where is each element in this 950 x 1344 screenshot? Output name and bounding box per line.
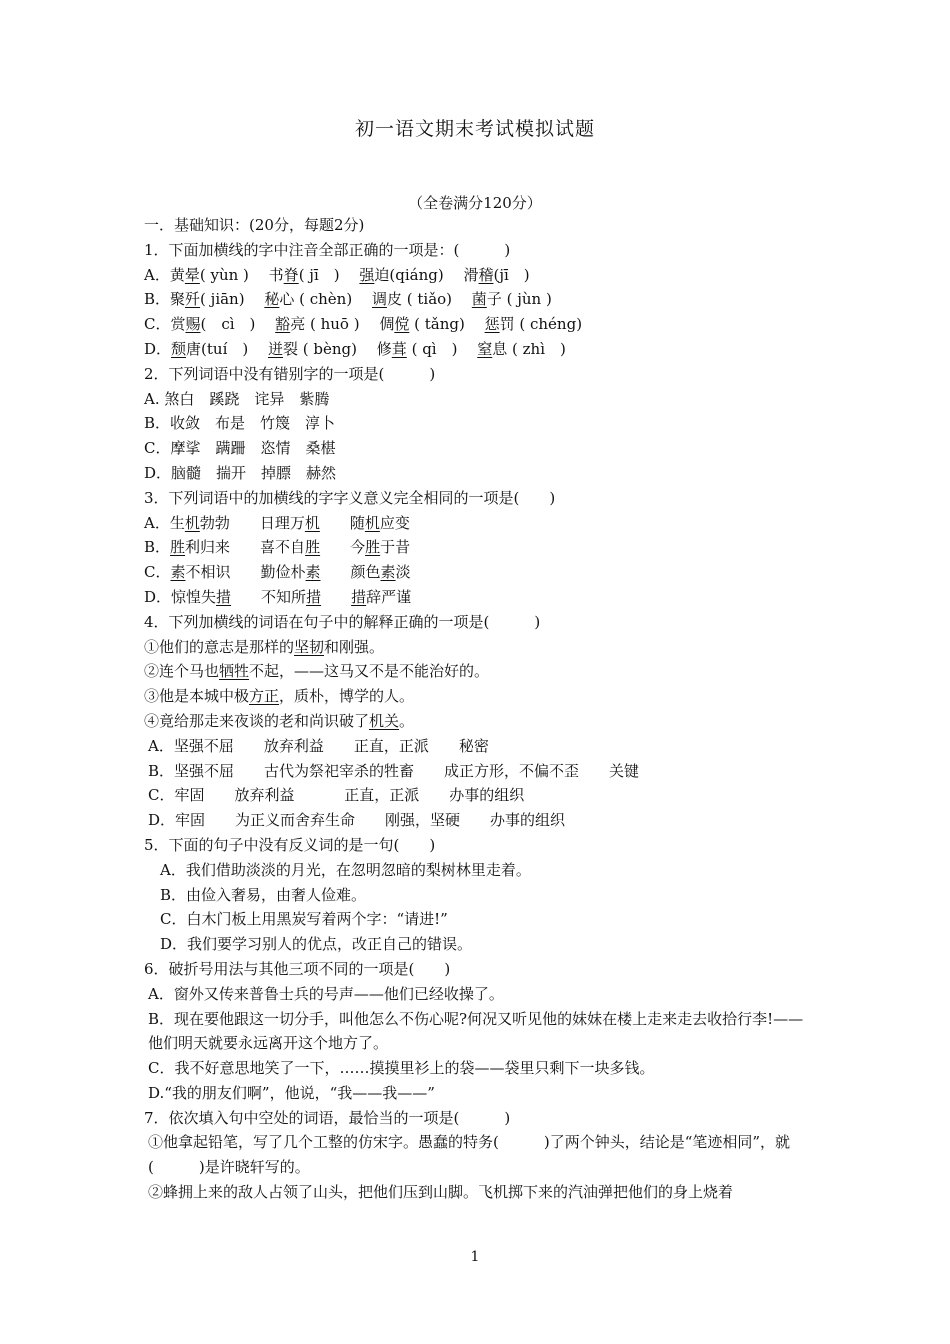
underlined-text: 措 (306, 587, 322, 606)
text-segment: 不相识 勤俭朴 (185, 563, 306, 582)
text-line (144, 238, 810, 263)
text-line (144, 932, 810, 957)
text-segment: 迫(qiáng) 滑 (374, 265, 479, 284)
text-segment: A．坚强不屈 放弃利益 正直，正派 秘密 (148, 736, 489, 755)
text-segment: ( qì ) (406, 339, 478, 358)
text-segment: D．脑髓 揣开 掉膘 赫然 (144, 463, 337, 482)
underlined-text: 傥 (394, 315, 410, 334)
text-line (144, 312, 810, 337)
text-segment: C．我不好意思地笑了一下，……摸摸里衫上的袋——袋里只剩下一块多钱。 (148, 1059, 655, 1078)
text-segment: ( cì ) (200, 315, 276, 334)
text-segment: D．惊惶失 (144, 587, 217, 606)
text-segment: 勃勃 日理万 (199, 513, 305, 532)
text-line (144, 982, 810, 1007)
text-segment: ，质朴，博学的人。 (279, 687, 415, 706)
text-segment: B．坚强不屈 古代为祭祀宰杀的牲畜 成正方形，不偏不歪 关键 (148, 761, 640, 780)
text-segment: B．聚 (144, 290, 186, 309)
underlined-text: 迸 (268, 339, 284, 358)
text-segment: 7．依次填入句中空处的词语，最恰当的一项是( ) (144, 1108, 511, 1127)
text-segment: 一．基础知识：(20分，每题2分) (144, 216, 365, 234)
underlined-text: 措 (351, 587, 367, 606)
text-segment: A．窗外又传来普鲁士兵的号声——他们已经收操了。 (148, 984, 504, 1003)
text-line (144, 957, 810, 982)
text-line (144, 511, 810, 536)
document-title: 初一语文期末考试模拟试题 (354, 118, 595, 140)
text-segment: 1．下面加横线的字中注音全部正确的一项是：( ) (144, 240, 511, 259)
text-segment: (jī ) (493, 265, 530, 284)
text-segment: 2．下列词语中没有错别字的一项是( ) (144, 364, 436, 383)
text-line (144, 808, 810, 833)
text-line (144, 1007, 810, 1057)
text-segment: 不知所 (231, 587, 307, 606)
text-line (144, 883, 810, 908)
text-segment: 唐(tuí ) (186, 339, 269, 358)
text-segment: D．我们要学习别人的优点，改正自己的错误。 (160, 935, 473, 954)
underlined-text: 机关 (369, 711, 400, 730)
text-segment: C．摩挲 蹒跚 恣情 桑椹 (144, 439, 336, 458)
text-segment: 颜色 (320, 563, 381, 582)
text-segment: 淡 (395, 563, 411, 582)
underlined-text: 机 (364, 513, 380, 532)
underlined-text: 调 (371, 290, 387, 309)
text-line (144, 1056, 810, 1081)
text-segment: 裂 ( bèng) 修 (283, 339, 392, 358)
text-segment: C．牢固 放弃利益 正直，正派 办事的组织 (148, 786, 525, 805)
text-line (144, 486, 810, 511)
underlined-text: 稽 (478, 265, 494, 284)
underlined-text: 豁 (275, 315, 291, 334)
underlined-text: 胜 (170, 538, 186, 557)
text-line (144, 734, 810, 759)
text-segment: ②蜂拥上来的敌人占领了山头，把他们压到山脚。飞机掷下来的汽油弹把他们的身上烧着 (148, 1183, 734, 1202)
text-line (144, 709, 810, 734)
text-segment: 今 (320, 538, 366, 557)
text-segment: ①他们的意志是那样的 (144, 637, 295, 656)
text-line (144, 560, 810, 585)
page-number: 1 (470, 1249, 480, 1265)
text-segment: A. 煞白 蹊跷 诧异 紫腾 (144, 389, 330, 408)
underlined-text: 素 (380, 563, 396, 582)
text-segment: 不起，——这马又不是不能治好的。 (249, 662, 490, 681)
text-segment: 应变 (379, 513, 410, 532)
text-segment: 于昔 (380, 538, 411, 557)
text-line (144, 535, 810, 560)
text-segment: C．赏 (144, 315, 186, 334)
underlined-text: 菌 (471, 290, 487, 309)
text-line (144, 287, 810, 312)
text-segment: 亮 ( huō ) 倜 (290, 315, 395, 334)
underlined-text: 赐 (185, 315, 201, 334)
text-segment: B．现在要他跟这一切分手，叫他怎么不伤心呢?何况又听见他的妹妹在楼上走来走去收拾行李!——他们明天就要永远离开这个地方了。 (148, 1009, 804, 1053)
text-line (144, 387, 810, 412)
underlined-text: 措 (216, 587, 232, 606)
text-segment: 和刚强。 (324, 637, 385, 656)
text-line (144, 337, 810, 362)
text-segment: ( jī ) (298, 265, 360, 284)
text-segment: 心 ( chèn) (279, 290, 372, 309)
text-segment: 利归来 喜不自 (185, 538, 306, 557)
underlined-text: 机 (184, 513, 200, 532)
text-segment: A．黄 (144, 265, 185, 284)
text-segment: D.“我的朋友们啊”，他说，“我——我——” (148, 1083, 435, 1102)
text-line (144, 659, 810, 684)
text-line (144, 635, 810, 660)
underlined-text: 窒 (477, 339, 493, 358)
text-line (144, 1180, 810, 1205)
text-segment: A．生 (144, 513, 185, 532)
underlined-text: 葺 (391, 339, 407, 358)
text-line (144, 213, 810, 238)
text-line (144, 436, 810, 461)
text-line (144, 858, 810, 883)
text-segment: ③他是本城中极 (144, 687, 250, 706)
text-segment: ( yùn ) 书 (199, 265, 284, 284)
score-note: （全卷满分120分） (408, 194, 542, 212)
text-segment: 。 (399, 711, 415, 730)
text-segment: 子 ( jùn ) (486, 290, 552, 309)
underlined-text: 强 (359, 265, 375, 284)
underlined-text: 惩 (484, 315, 500, 334)
text-segment: ④竟给那走来夜谈的老和尚识破了 (144, 711, 370, 730)
text-segment: 6．破折号用法与其他三项不同的一项是( ) (144, 959, 451, 978)
underlined-text: 颓 (171, 339, 187, 358)
text-segment: 3．下列词语中的加横线的字字义意义完全相同的一项是( ) (144, 488, 556, 507)
text-line (144, 907, 810, 932)
text-segment: B．收敛 布是 竹篾 淳卜 (144, 414, 336, 433)
text-segment: ①他拿起铅笔，写了几个工整的仿宋字。愚蠢的特务( )了两个钟头，结论是“笔迹相同”，就( )是许晓轩写的。 (148, 1133, 791, 1177)
text-segment: C． (144, 563, 171, 582)
underlined-text: 脊 (283, 265, 299, 284)
text-line (144, 833, 810, 858)
text-segment: 罚 ( chéng) (499, 315, 583, 334)
text-segment: B． (144, 538, 171, 557)
text-segment: D．牢固 为正义而舍弃生命 刚强，坚硬 办事的组织 (148, 811, 566, 830)
underlined-text: 胜 (305, 538, 321, 557)
text-segment: 随 (319, 513, 365, 532)
text-segment (321, 588, 351, 606)
underlined-text: 坚韧 (294, 637, 325, 656)
underlined-text: 胜 (365, 538, 381, 557)
text-segment: B．由俭入奢易，由奢人俭难。 (160, 885, 367, 904)
text-line (144, 759, 810, 784)
text-segment: A．我们借助淡淡的月光，在忽明忽暗的梨树林里走着。 (160, 860, 531, 879)
text-line (144, 263, 810, 288)
text-line (144, 610, 810, 635)
underlined-text: 素 (170, 563, 186, 582)
text-segment: C．白木门板上用黑炭写着两个字：“请进!” (160, 910, 448, 929)
text-line (144, 1081, 810, 1106)
text-line (144, 1106, 810, 1131)
underlined-text: 机 (304, 513, 320, 532)
text-line (144, 461, 810, 486)
text-line (144, 585, 810, 610)
text-segment: 4．下列加横线的词语在句子中的解释正确的一项是( ) (144, 612, 541, 631)
text-line (144, 1130, 810, 1180)
underlined-text: 晕 (184, 265, 200, 284)
underlined-text: 牺牲 (219, 662, 250, 681)
text-segment: D． (144, 339, 172, 358)
underlined-text: 素 (305, 563, 321, 582)
text-segment: 息 ( zhì ) (492, 339, 566, 358)
question-body (144, 213, 810, 1205)
underlined-text: 歼 (185, 290, 201, 309)
text-segment: 5．下面的句子中没有反义词的是一句( ) (144, 835, 436, 854)
text-segment: 皮 ( tiǎo) (386, 290, 472, 309)
text-segment: ②连个马也 (144, 662, 220, 681)
text-segment: ( tǎng) (409, 315, 485, 334)
text-segment: ( jiān) (200, 290, 265, 309)
text-line (144, 684, 810, 709)
text-line (144, 362, 810, 387)
underlined-text: 方正 (249, 687, 280, 706)
text-line (144, 411, 810, 436)
text-line (144, 783, 810, 808)
underlined-text: 秘 (264, 290, 280, 309)
text-segment: 辞严谨 (366, 587, 412, 606)
